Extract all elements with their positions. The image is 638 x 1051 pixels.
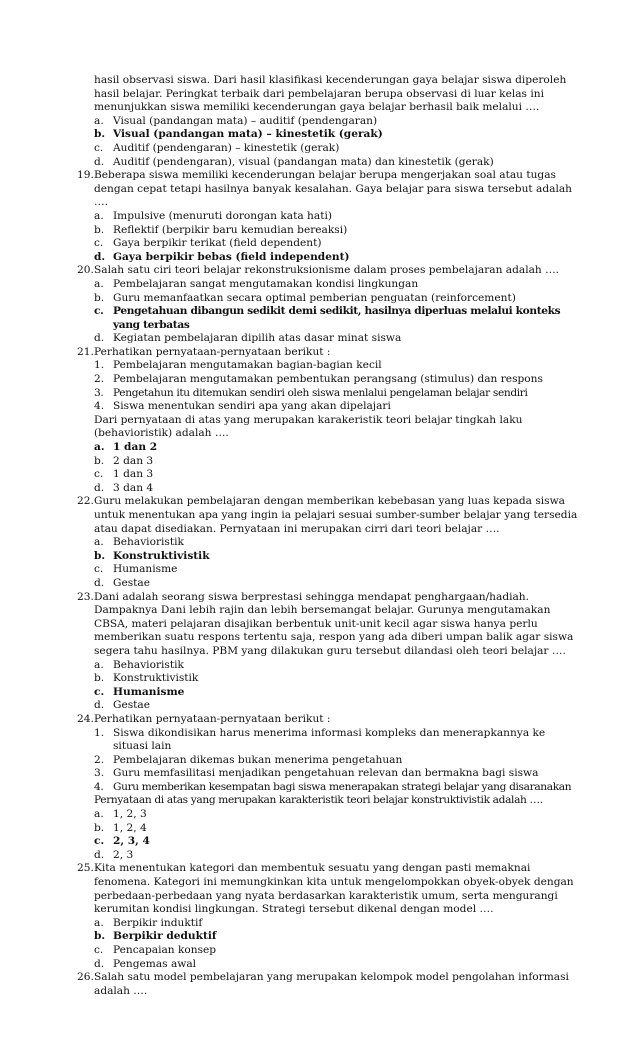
question-number: 20. [77,264,94,277]
statement-3: 3. Pengetahun itu ditemukan sendiri oleh siswa menlalui pengelaman belajar sendiri [94,386,528,399]
option-d: d. Gestae [94,576,151,589]
question-followup: Dari pernyataan di atas yang merupakan karakeristik teori belajar tingkah laku (behavioristik) adalah …. [94,413,523,440]
option-b-answer: b. Berpikir deduktif [94,930,217,943]
question-text: Salah satu model pembelajaran yang merupakan kelompok model pengolahan informasi adalah …. [94,971,569,997]
question-number: 23. [77,590,94,603]
statement-4: 4. Guru memberikan kesempatan bagi siswa menerapakan strategi belajar yang disaranakan [94,780,572,793]
option-a: a. Berpikir induktif [94,916,203,929]
question-19 [77,169,578,264]
statement-1: 1. Siswa dikondisikan harus menerima informasi kompleks dan menerapkannya ke situasi lain [94,726,546,753]
option-a: a. Behavioristik [94,536,184,549]
option-c-answer: c. 2, 3, 4 [94,835,150,848]
option-c: c. Auditif (pendengaran) – kinestetik (gerak) [94,141,340,154]
question-number: 26. [77,971,94,984]
question-text: Kita menentukan kategori dan membentuk sesuatu yang dengan pasti memaknai fenomena. Kategori ini memungkinkan kita untuk mengelompokkan obyek-obyek dengan perbedaan-perbedaan yang nyata berdasarkan karakteristik umum, serta mengurangi kerumitan kondisi lingkungan. Strategi tersebut dikenal dengan model …. [94,862,574,916]
intro-text: hasil observasi siswa. Dari hasil klasifikasi kecenderungan gaya belajar siswa diperoleh hasil belajar. Peringkat terbaik dari pembelajaran berupa observasi di luar kelas ini menunjukkan siswa memiliki kecenderungan gaya belajar berhasil baik melalui …. [94,74,567,114]
option-b: b. Reflektif (berpikir baru kemudian bereaksi) [94,223,348,236]
option-a: a. Behavioristik [94,658,184,671]
question-text: Beberapa siswa memiliki kecenderungan belajar berupa mengerjakan soal atau tugas dengan cepat tetapi hasilnya banyak kesalahan. Gaya belajar para siswa tersebut adalah …. [94,169,572,209]
question-21 [77,346,578,496]
option-c-answer: c. Pengetahuan dibangun sedikit demi sedikit, hasilnya diperluas melalui konteks yang terbatas [94,305,561,331]
question-number: 21. [77,345,94,358]
option-c: c. Humanisme [94,563,178,576]
option-a: a. Impulsive (menuruti dorongan kata hati) [94,209,332,222]
question-24 [77,713,578,863]
statement-3: 3. Guru memfasilitasi menjadikan pengetahuan relevan dan bermakna bagi siswa [94,767,539,780]
question-text: Perhatikan pernyataan-pernyataan berikut : [94,712,331,725]
question-text: Perhatikan pernyataan-pernyataan berikut : [94,345,331,358]
option-d: d. Gestae [94,699,151,712]
option-b: b. 2 dan 3 [94,454,154,467]
option-a: a. Pembelajaran sangat mengutamakan kondisi lingkungan [94,277,419,290]
option-c: c. Pencapaian konsep [94,944,217,956]
question-number: 22. [77,495,94,508]
question-22 [77,495,578,590]
option-b: b. 1, 2, 4 [94,821,147,834]
option-a-answer: a. 1 dan 2 [94,441,158,454]
question-number: 25. [77,862,94,875]
statement-1: 1. Pembelajaran mengutamakan bagian-bagian kecil [94,359,382,372]
option-b: b. Guru memanfaatkan secara optimal pemberian penguatan (reinforcement) [94,291,516,304]
question-text: Salah satu ciri teori belajar rekonstruksionisme dalam proses pembelajaran adalah …. [94,264,560,277]
statement-4: 4. Siswa menentukan sendiri apa yang akan dipelajari [94,400,391,413]
question-26 [77,971,578,998]
option-d-answer: d. Gaya berpikir bebas (field independent) [94,250,350,263]
question-followup: Pernyataan di atas yang merupakan karakteristik teori belajar konstruktivistik adalah …. [94,794,543,807]
option-d: d. 2, 3 [94,848,134,861]
option-d: d. 3 dan 4 [94,481,154,494]
option-b-answer: b. Konstruktivistik [94,549,210,562]
option-d: d. Pengemas awal [94,957,197,970]
question-text: Guru melakukan pembelajaran dengan memberikan kebebasan yang luas kepada siswa untuk menentukan apa yang ingin ia pelajari sesuai sumber-sumber belajar yang tersedia atau dapat disediakan. Pernyataan ini merupakan cirri dari teori belajar …. [94,495,578,535]
question-20 [77,264,578,346]
option-b: b. Konstruktivistik [94,672,199,685]
option-c-answer: c. Humanisme [94,685,185,698]
option-c: c. 1 dan 3 [94,468,154,481]
option-a: a. Visual (pandangan mata) – auditif (pendengaran) [94,114,378,127]
question-25 [77,862,578,971]
option-b-answer: b. Visual (pandangan mata) – kinestetik (gerak) [94,128,383,141]
question-23 [77,591,578,713]
question-text: Dani adalah seorang siswa berprestasi sehingga mendapat penghargaan/hadiah. Dampaknya Dani lebih rajin dan lebih bersemangat belajar. Gurunya mengutamakan CBSA, materi pelajaran disajikan berbentuk unit-unit kecil agar siswa hanya perlu memberikan suatu respons tertentu saja, respon yang ada diberi umpan balik agar siswa segera tahu hasilnya. PBM yang dilakukan guru tersebut dilandasi oleh teori belajar …. [94,590,574,657]
option-d: d. Auditif (pendengaran), visual (pandangan mata) dan kinestetik (gerak) [94,155,494,168]
statement-2: 2. Pembelajaran dikemas bukan menerima pengetahuan [94,753,403,766]
intro-question [77,74,578,169]
question-number: 24. [77,712,94,725]
option-d: d. Kegiatan pembelajaran dipilih atas dasar minat siswa [94,332,402,345]
option-a: a. 1, 2, 3 [94,808,147,821]
question-number: 19. [77,169,94,182]
statement-2: 2. Pembelajaran mengutamakan pembentukan perangsang (stimulus) dan respons [94,373,543,386]
option-c: c. Gaya berpikir terikat (field dependent) [94,237,322,250]
